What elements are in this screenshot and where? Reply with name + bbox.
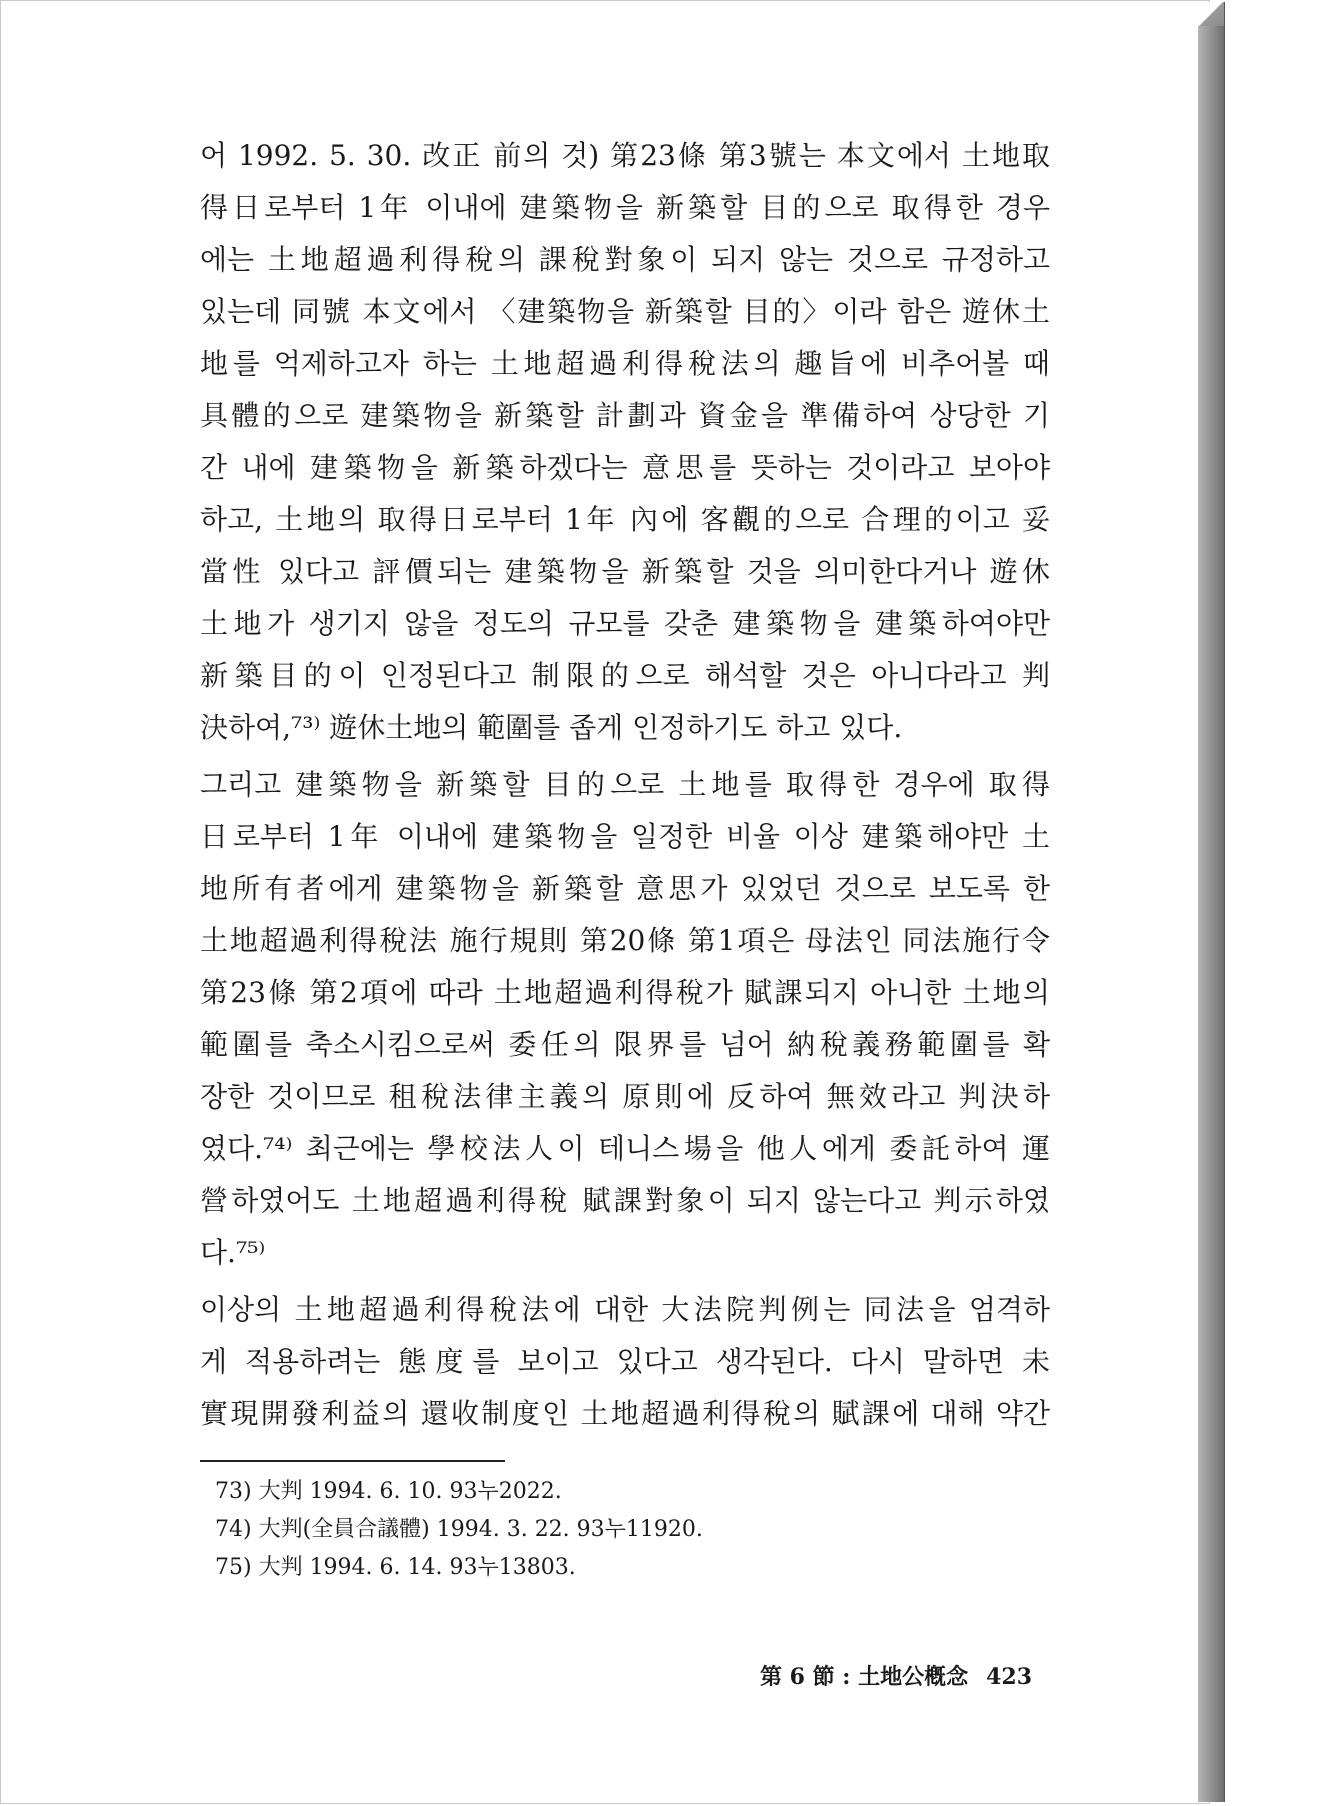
text-line: 게 적용하려는 態度를 보이고 있다고 생각된다. 다시 말하면 未 xyxy=(200,1345,1050,1378)
footnote-73: 73) 大判 1994. 6. 10. 93누2022. xyxy=(215,1479,562,1504)
paragraph-1 xyxy=(200,130,1050,754)
text-line: 新築目的이 인정된다고 制限的으로 해석할 것은 아니다라고 判 xyxy=(200,659,1050,692)
text-line: 이상의 土地超過利得稅法에 대한 大法院判例는 同法을 엄격하 xyxy=(200,1293,1050,1326)
text-line: 地를 억제하고자 하는 土地超過利得稅法의 趣旨에 비추어볼 때 xyxy=(200,347,1050,380)
text-line: 決하여,⁷³⁾ 遊休土地의 範圍를 좁게 인정하기도 하고 있다. xyxy=(200,711,903,744)
text-line: 土地超過利得稅法 施行規則 第20條 第1項은 母法인 同法施行令 xyxy=(200,924,1050,957)
text-line: 地所有者에게 建築物을 新築할 意思가 있었던 것으로 보도록 한 xyxy=(200,872,1050,905)
text-line: 當性 있다고 評價되는 建築物을 新築할 것을 의미한다거나 遊休 xyxy=(200,555,1050,588)
text-line: 어 1992. 5. 30. 改正 前의 것) 第23條 第3號는 本文에서 土地取 xyxy=(200,139,1050,172)
text-line: 土地가 생기지 않을 정도의 규모를 갖춘 建築物을 建築하여야만 xyxy=(200,607,1050,640)
page-number: 423 xyxy=(986,1664,1033,1690)
text-line: 第23條 第2項에 따라 土地超過利得稅가 賦課되지 아니한 土地의 xyxy=(200,976,1050,1009)
text-line: 간 내에 建築物을 新築하겠다는 意思를 뜻하는 것이라고 보아야 xyxy=(200,451,1050,484)
page-corner-fold xyxy=(1198,2,1224,26)
text-line: 得日로부터 1年 이내에 建築物을 新築할 目的으로 取得한 경우 xyxy=(200,191,1050,224)
text-line: 實現開發利益의 還收制度인 土地超過利得稅의 賦課에 대해 약간 xyxy=(200,1397,1050,1430)
text-line: 日로부터 1年 이내에 建築物을 일정한 비율 이상 建築해야만 土 xyxy=(200,820,1050,853)
text-line: 다.⁷⁵⁾ xyxy=(200,1236,266,1269)
footnote-74: 74) 大判(全員合議體) 1994. 3. 22. 93누11920. xyxy=(215,1517,703,1542)
text-line: 장한 것이므로 租稅法律主義의 原則에 反하여 無效라고 判決하 xyxy=(200,1080,1050,1113)
text-line: 에는 土地超過利得稅의 課稅對象이 되지 않는 것으로 규정하고 xyxy=(200,243,1050,276)
text-line: 있는데 同號 本文에서 〈建築物을 新築할 目的〉이라 함은 遊休土 xyxy=(200,295,1050,328)
text-line: 였다.⁷⁴⁾ 최근에는 學校法人이 테니스場을 他人에게 委託하여 運 xyxy=(200,1132,1050,1165)
text-line: 營하였어도 土地超過利得稅 賦課對象이 되지 않는다고 判示하였 xyxy=(200,1184,1050,1217)
footnote-75: 75) 大判 1994. 6. 14. 93누13803. xyxy=(215,1555,576,1580)
paragraph-3 xyxy=(200,1284,1050,1440)
page-stack-edge xyxy=(1198,2,1225,1802)
text-line: 範圍를 축소시킴으로써 委任의 限界를 넘어 納稅義務範圍를 확 xyxy=(200,1028,1050,1061)
text-line: 具體的으로 建築物을 新築할 計劃과 資金을 準備하여 상당한 기 xyxy=(200,399,1050,432)
footnote-divider xyxy=(200,1460,505,1462)
body-text xyxy=(200,130,1050,1440)
paragraph-2 xyxy=(200,759,1050,1279)
section-title: 第 6 節 : 土地公槪念 xyxy=(760,1664,969,1690)
text-line: 그리고 建築物을 新築할 目的으로 土地를 取得한 경우에 取得 xyxy=(200,768,1050,801)
text-line: 하고, 土地의 取得日로부터 1年 內에 客觀的으로 合理的이고 妥 xyxy=(200,503,1050,536)
running-footer xyxy=(760,1660,1032,1691)
footnotes xyxy=(215,1473,703,1587)
